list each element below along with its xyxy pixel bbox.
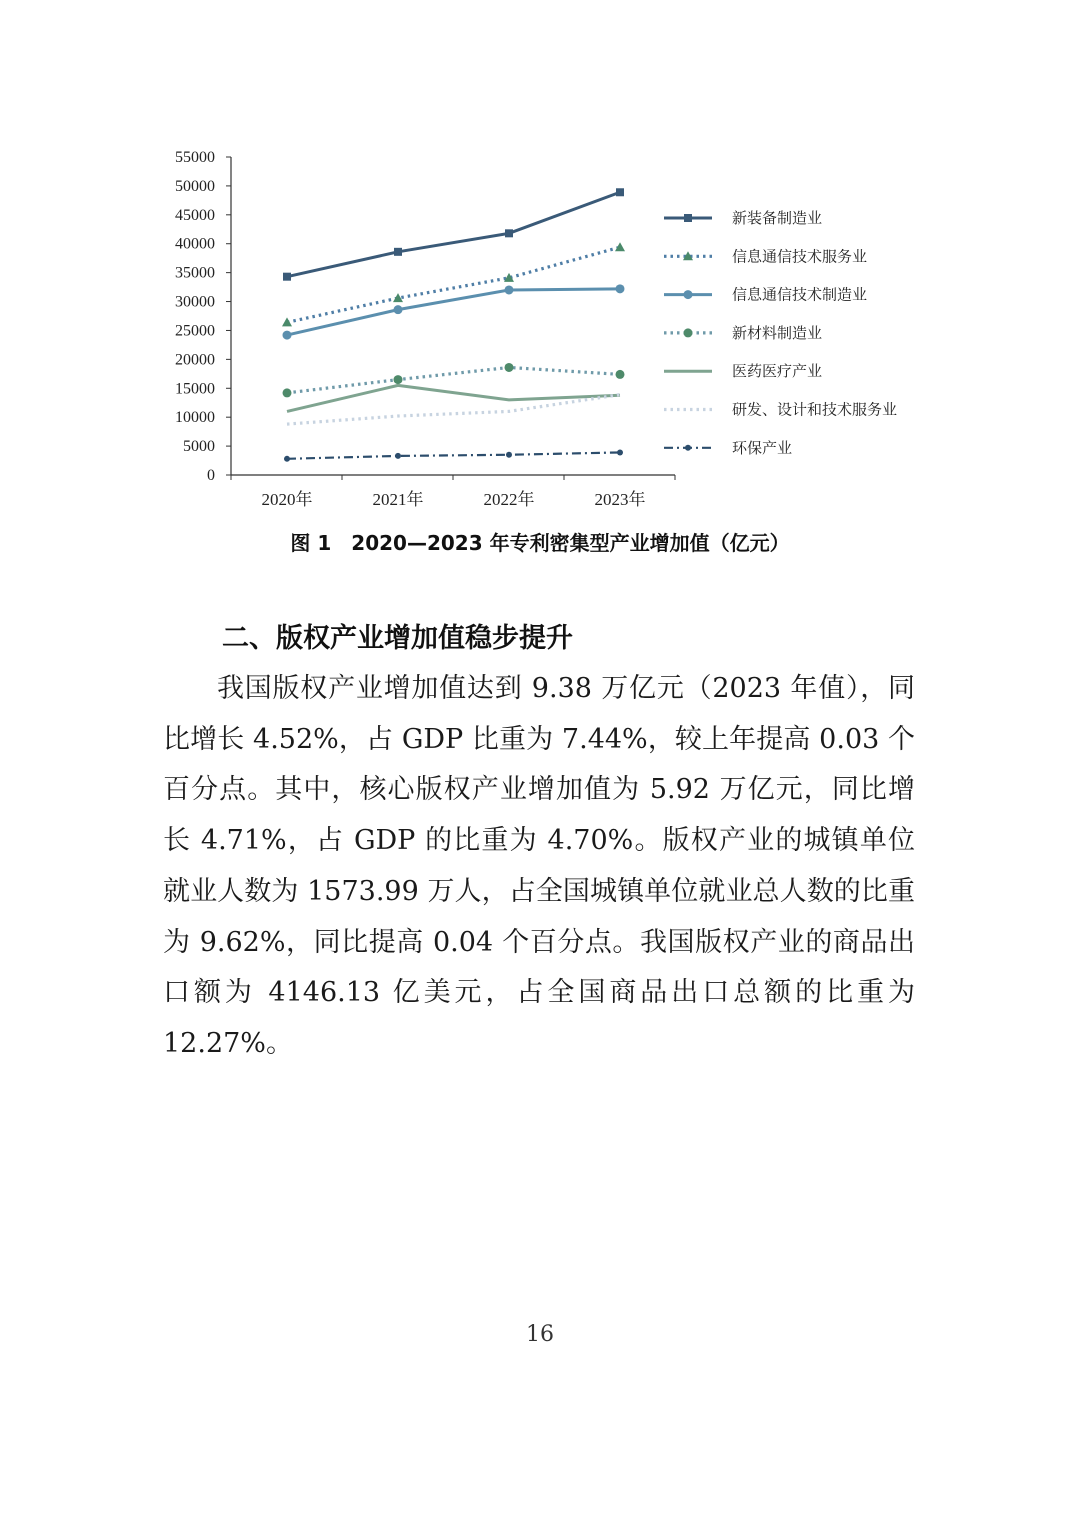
series-7 [284,449,623,461]
x-tick-label: 2022年 [483,490,535,509]
x-tick-label: 2020年 [261,490,313,509]
page-number: 16 [526,1322,554,1347]
chart-legend [664,210,897,457]
legend-label: 研发、设计和技术服务业 [732,402,898,419]
data-point [394,375,403,384]
y-tick-label: 10000 [175,409,215,427]
y-tick-label: 25000 [175,322,215,340]
data-point [616,188,624,196]
y-tick-label: 50000 [175,177,215,195]
chart-caption: 图 1 2020—2023 年专利密集型产业增加值（亿元） [290,531,790,555]
series-line [287,452,620,458]
series-2 [282,242,625,326]
x-tick-label: 2023年 [594,490,646,509]
chart-series [282,188,625,462]
data-point [617,449,623,455]
y-tick-label: 30000 [175,293,215,311]
data-point [394,305,403,314]
section-heading: 二、版权产业增加值稳步提升 [222,623,573,654]
legend-item [664,248,867,265]
legend-label: 医药医疗产业 [732,364,823,381]
legend-item [664,402,897,419]
legend-item [664,210,822,227]
data-point [505,363,514,372]
legend-label: 信息通信技术制造业 [732,287,868,304]
line-chart [0,0,1080,520]
data-point [506,452,512,458]
legend-item [664,325,822,342]
legend-marker [684,290,693,299]
series-line [287,192,620,276]
y-tick-label: 35000 [175,264,215,282]
y-tick-label: 0 [207,467,215,484]
legend-item [664,287,867,304]
data-point [395,453,401,459]
legend-marker [684,328,693,337]
data-point [505,285,514,294]
y-tick-label: 55000 [175,149,215,166]
body-paragraph: 我国版权产业增加值达到 9.38 万亿元（2023 年值），同比增长 4.52%，占 GDP 比重为 7.44%，较上年提高 0.03 个百分点。其中，核心版权产业增加值为 5.92 万亿元，同比增长 4.71%，占 GDP 的比重为 4.70%。版权产业的城镇单位就业人数为 1573.99 万人，占全国城镇单位就业总人数的比重为 9.62%，同比提高 0.04 个百分点。我国版权产业的商品出口额为 4146.13 亿美元，占全国商品出口总额的比重为 12.27%。 [163,673,915,1059]
legend-label: 环保产业 [732,440,793,457]
series-1 [283,188,624,280]
chart-axes [226,157,675,480]
series-line [287,289,620,335]
legend-item [664,440,792,457]
x-tick-label: 2021年 [372,490,424,509]
y-tick-label: 15000 [175,380,215,398]
y-tick-label: 40000 [175,235,215,253]
data-point [284,456,290,462]
legend-label: 新材料制造业 [732,325,823,342]
y-tick-labels [175,149,215,484]
series-5 [287,385,620,411]
series-line [287,385,620,411]
legend-marker [685,445,691,451]
legend-label: 新装备制造业 [732,211,823,227]
legend-label: 信息通信技术服务业 [732,249,868,266]
y-tick-label: 20000 [175,351,215,369]
x-tick-labels [262,489,646,509]
data-point [505,229,513,237]
y-tick-label: 45000 [175,206,215,224]
data-point [282,317,292,326]
data-point [616,370,625,379]
data-point [283,388,292,397]
data-point [283,331,292,340]
data-point [394,248,402,256]
series-line [287,247,620,322]
legend-marker [684,214,692,222]
series-line [287,367,620,392]
legend-item [664,362,822,380]
data-point [283,273,291,281]
data-point [616,284,625,293]
y-tick-label: 5000 [183,438,215,456]
